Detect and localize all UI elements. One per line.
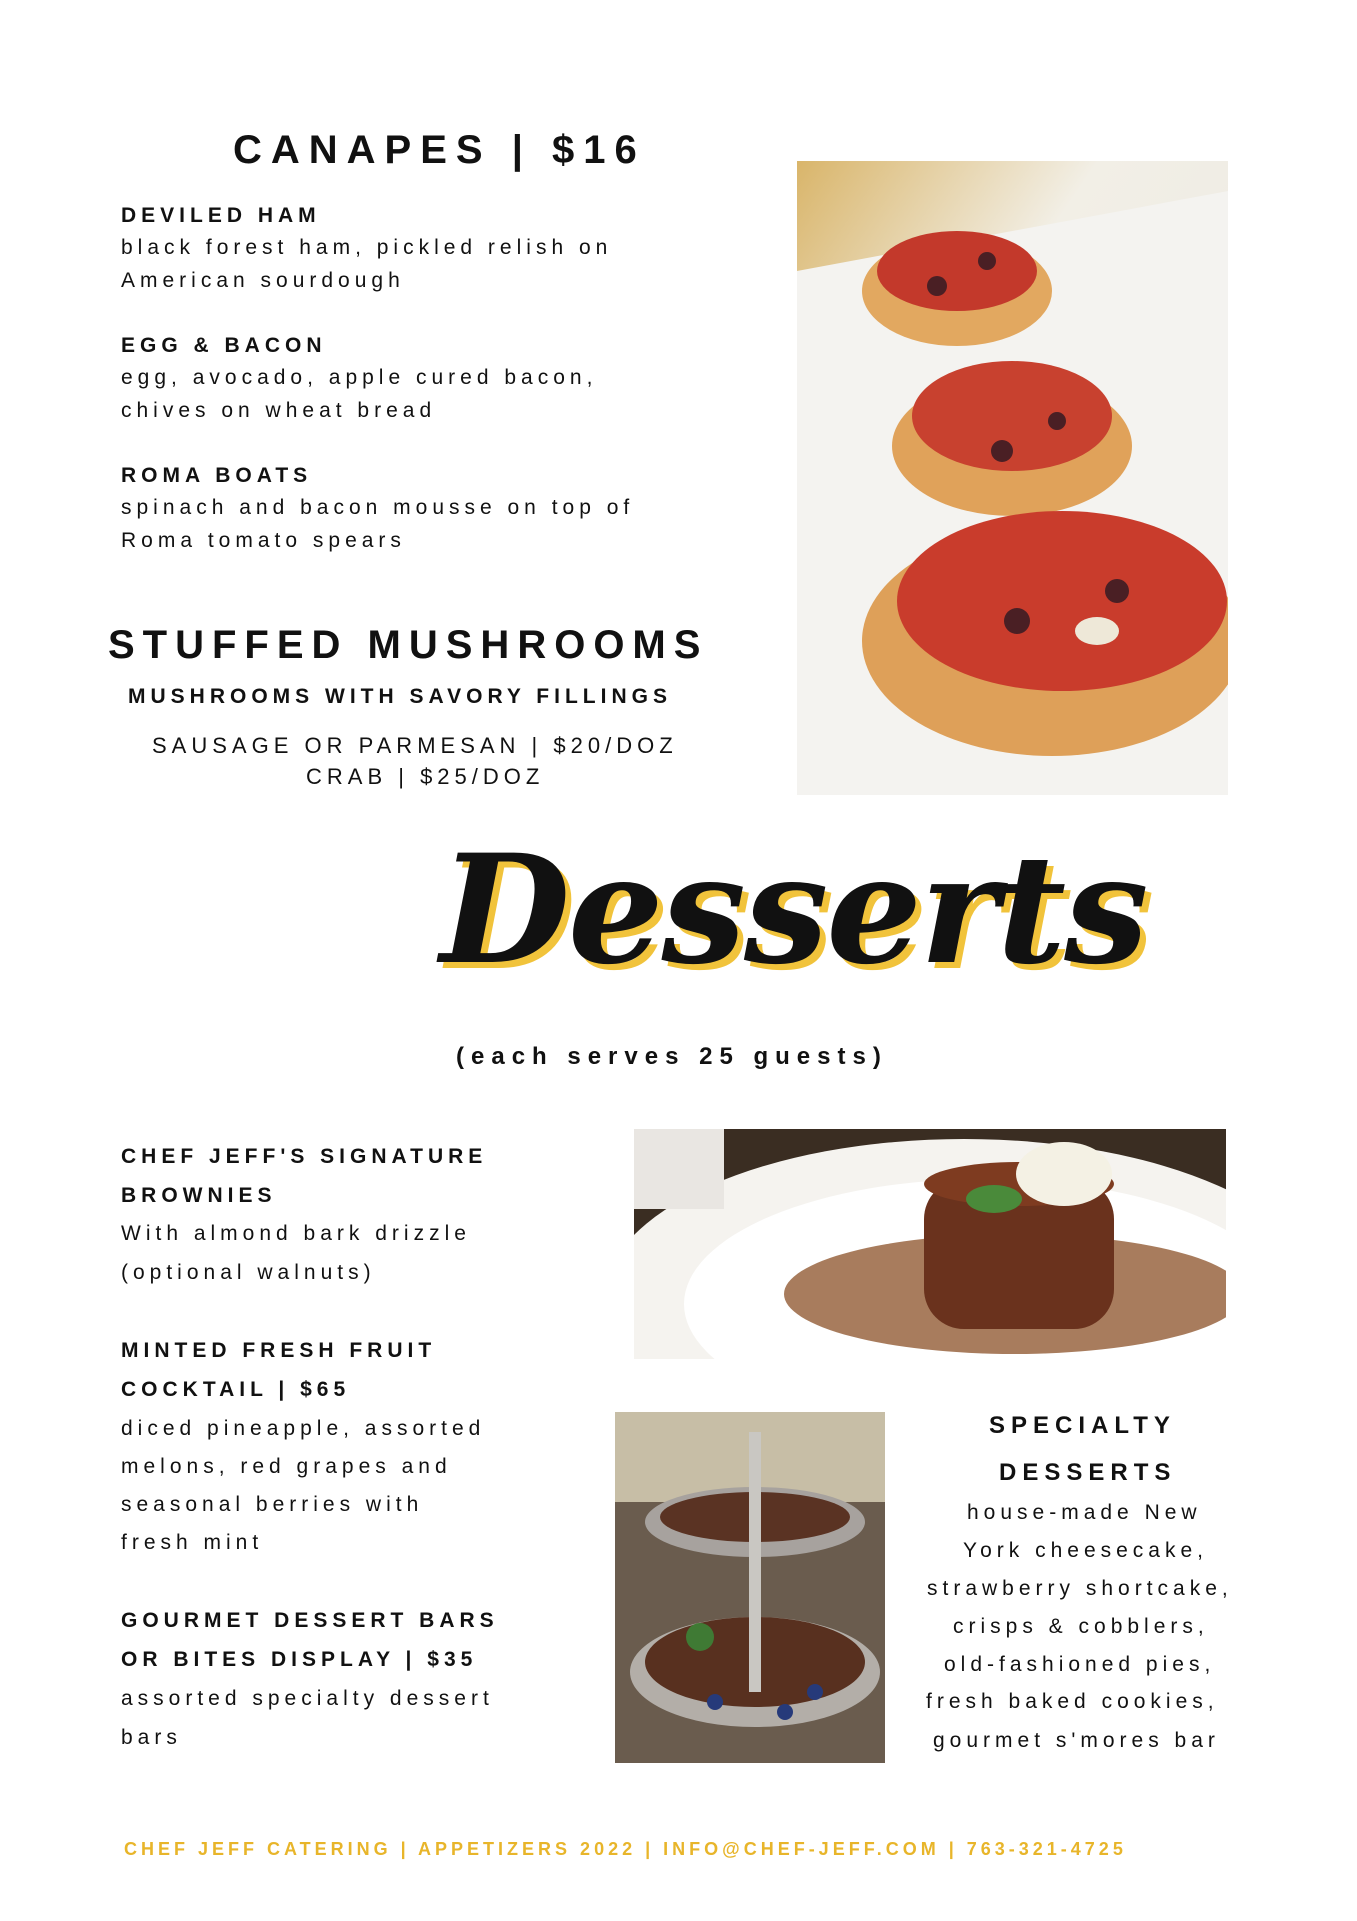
specialty-title-2: DESSERTS bbox=[999, 1459, 1177, 1486]
mushrooms-subheading: MUSHROOMS WITH SAVORY FILLINGS bbox=[128, 685, 672, 708]
specialty-line-5: old-fashioned pies, bbox=[944, 1653, 1216, 1676]
specialty-line-6: fresh baked cookies, bbox=[926, 1690, 1219, 1713]
specialty-line-3: strawberry shortcake, bbox=[927, 1577, 1233, 1600]
footer-contact: CHEF JEFF CATERING | APPETIZERS 2022 | INFO@CHEF-JEFF.COM | 763-321-4725 bbox=[124, 1839, 1127, 1859]
canape-desc-egg-bacon-1: egg, avocado, apple cured bacon, bbox=[121, 366, 598, 389]
dessert-stand-photo bbox=[615, 1412, 885, 1763]
specialty-line-4: crisps & cobblers, bbox=[953, 1615, 1209, 1638]
canape-title-egg-bacon: EGG & BACON bbox=[121, 334, 327, 357]
specialty-line-7: gourmet s'mores bar bbox=[933, 1729, 1220, 1752]
dessert-desc-fruit-4: fresh mint bbox=[121, 1531, 264, 1554]
specialty-title-1: SPECIALTY bbox=[989, 1412, 1176, 1439]
canapes-heading: CANAPES | $16 bbox=[233, 128, 646, 172]
mushrooms-heading: STUFFED MUSHROOMS bbox=[108, 623, 709, 667]
desserts-heading: Desserts bbox=[440, 822, 1147, 998]
canape-desc-deviled-ham-1: black forest ham, pickled relish on bbox=[121, 236, 613, 259]
dessert-title-bars-1: GOURMET DESSERT BARS bbox=[121, 1609, 499, 1632]
dessert-desc-bars-2: bars bbox=[121, 1726, 182, 1749]
canape-title-deviled-ham: DEVILED HAM bbox=[121, 204, 321, 227]
dessert-desc-brownies-1: With almond bark drizzle bbox=[121, 1222, 471, 1245]
dessert-title-fruit-2: COCKTAIL | $65 bbox=[121, 1378, 351, 1401]
mushrooms-price-2: CRAB | $25/DOZ bbox=[306, 764, 545, 789]
canape-title-roma-boats: ROMA BOATS bbox=[121, 464, 313, 487]
dessert-title-brownies-2: BROWNIES bbox=[121, 1184, 277, 1207]
canape-desc-deviled-ham-2: American sourdough bbox=[121, 269, 405, 292]
canape-desc-roma-boats-1: spinach and bacon mousse on top of bbox=[121, 496, 635, 519]
dessert-desc-fruit-3: seasonal berries with bbox=[121, 1493, 424, 1516]
dessert-desc-fruit-1: diced pineapple, assorted bbox=[121, 1417, 486, 1440]
dessert-desc-fruit-2: melons, red grapes and bbox=[121, 1455, 452, 1478]
canape-desc-roma-boats-2: Roma tomato spears bbox=[121, 529, 406, 552]
mushrooms-price-1: SAUSAGE OR PARMESAN | $20/DOZ bbox=[152, 733, 678, 758]
specialty-line-2: York cheesecake, bbox=[963, 1539, 1208, 1562]
dessert-title-brownies-1: CHEF JEFF'S SIGNATURE bbox=[121, 1145, 488, 1168]
dessert-title-bars-2: OR BITES DISPLAY | $35 bbox=[121, 1648, 478, 1671]
specialty-line-1: house-made New bbox=[967, 1501, 1202, 1524]
desserts-serves-note: (each serves 25 guests) bbox=[456, 1043, 888, 1070]
dessert-desc-bars-1: assorted specialty dessert bbox=[121, 1687, 494, 1710]
brownie-plate-photo bbox=[634, 1129, 1226, 1359]
dessert-title-fruit-1: MINTED FRESH FRUIT bbox=[121, 1339, 437, 1362]
dessert-desc-brownies-2: (optional walnuts) bbox=[121, 1261, 376, 1284]
bruschetta-photo bbox=[797, 161, 1228, 795]
canape-desc-egg-bacon-2: chives on wheat bread bbox=[121, 399, 437, 422]
